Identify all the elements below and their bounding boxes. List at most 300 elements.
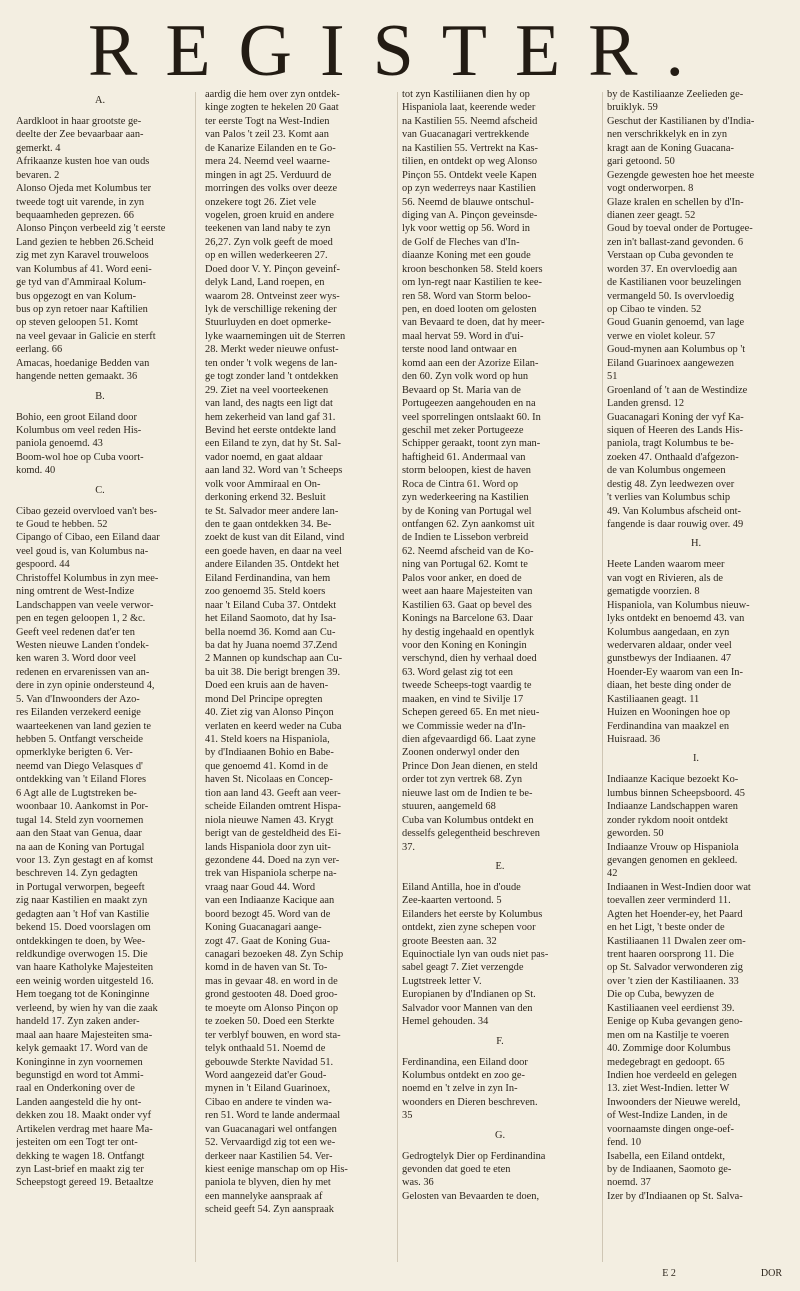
index-line: aan den Staat van Genua, daar bbox=[16, 828, 142, 840]
index-line: geworden. 50 bbox=[607, 828, 664, 840]
index-line: op Cibao te vinden. 52 bbox=[607, 304, 702, 315]
index-line: Eenige op Kuba gevangen geno- bbox=[607, 1016, 743, 1028]
index-line: 29. Ziet na veel voorteekenen bbox=[205, 384, 329, 396]
index-line: mingen in agt 25. Verduurd de bbox=[205, 169, 332, 181]
index-line: gunstbewys der Indiaanen. 47 bbox=[607, 653, 732, 665]
index-line: by de Koning van Portugal wel bbox=[402, 505, 532, 517]
index-entry-block bbox=[16, 505, 184, 1190]
index-line: Kastiliaanen veel eerdienst 39. bbox=[607, 1002, 735, 1014]
index-line: Huisraad. 36 bbox=[607, 734, 661, 746]
index-line: ten onder 't volk wegens de lan- bbox=[205, 357, 338, 369]
index-line: en het Ligt, 't beste onder de bbox=[607, 922, 725, 934]
index-line: destig 48. Zyn leedwezen over bbox=[607, 478, 735, 490]
index-line: canagari bezoeken 48. Zyn Schip bbox=[205, 949, 344, 960]
index-line: Boom-wol hoe op Cuba voort- bbox=[16, 451, 144, 463]
index-line: Cibao en andere te vinden wa- bbox=[205, 1096, 332, 1108]
index-line: Landen grensd. 12 bbox=[607, 398, 685, 410]
index-line: nen verschrikkelyk en in zyn bbox=[607, 129, 728, 141]
index-line: Amacas, hoedanige Bedden van bbox=[16, 357, 150, 369]
index-line: Palos voor anker, en doed de bbox=[402, 572, 522, 584]
index-line: Ferdinandina, een Eiland door bbox=[402, 1056, 528, 1068]
index-line: bella noemd 36. Komd aan Cu- bbox=[205, 626, 336, 638]
index-line: op St. Salvador verwonderen zig bbox=[607, 962, 743, 974]
index-line: komd in de haven van St. To- bbox=[205, 962, 328, 974]
index-line: dien afgevaardigd 66. Laat zyne bbox=[402, 734, 536, 745]
index-line: Bohio, een groot Eiland door bbox=[16, 411, 137, 423]
index-line: vogelen, groen kruid en andere bbox=[205, 209, 334, 221]
index-line: van Guacanagari vertrekkende bbox=[402, 129, 529, 141]
index-line: tion aan land 43. Geeft aan veer- bbox=[205, 787, 341, 799]
index-line: tugal 14. Steld zyn voornemen bbox=[16, 814, 144, 826]
index-line: Schepen gereed 65. En met nieu- bbox=[402, 707, 540, 719]
index-line: toevallen zeer verminderd 11. bbox=[607, 895, 731, 907]
index-line: 51 bbox=[607, 371, 618, 383]
index-line: Ferdinandina van maakzel en bbox=[607, 720, 730, 732]
index-line: Kolumbus ontdekt en zoo ge- bbox=[402, 1069, 525, 1081]
index-line: 42 bbox=[607, 868, 618, 880]
index-line: kroon beschonken 58. Steld koers bbox=[402, 263, 543, 275]
index-line: paniola genoemd. 43 bbox=[16, 438, 103, 450]
index-line: Kolumbus aangedaan, en zyn bbox=[607, 626, 730, 638]
section-letter: H. bbox=[690, 538, 702, 550]
index-line: Aardkloot in haar grootste ge- bbox=[16, 115, 142, 127]
index-line: handeld 17. Zyn zaken ander- bbox=[16, 1016, 140, 1028]
index-line: te moeyte om Alonso Pinçon op bbox=[205, 1002, 339, 1014]
index-line: een Eiland te zyn, dat hy St. Sal- bbox=[205, 438, 341, 450]
index-line: Kastilien 63. Gaat op bevel des bbox=[402, 599, 532, 611]
index-line: paniola te blyven, dien hy met bbox=[205, 1177, 331, 1189]
index-line: in Portugal verworpen, begeeft bbox=[16, 881, 145, 893]
index-line: telyk onthaald 51. Noemd de bbox=[205, 1043, 326, 1055]
index-line: Europianen by d'Indianen op St. bbox=[402, 989, 536, 1001]
index-line: Zoonen onderwyl onder den bbox=[402, 747, 520, 759]
index-line: desselfs gelegentheid beschreven bbox=[402, 828, 540, 840]
section-letter: A. bbox=[94, 95, 106, 106]
index-line: Indien hoe verdeeld en gelegen bbox=[607, 1069, 737, 1081]
index-line: Guacanagari Koning der vyf Ka- bbox=[607, 411, 744, 423]
index-line: van Guacanagari wel ontfangen bbox=[205, 1123, 337, 1135]
index-line: Kastiliaanen geagt. 11 bbox=[607, 693, 700, 705]
index-line: om lyn-regt naar Kastilien te kee- bbox=[402, 277, 542, 289]
index-line: te zoeken 50. Doed een Sterkte bbox=[205, 1016, 335, 1028]
index-line: Isabella, een Eiland ontdekt, bbox=[607, 1150, 726, 1162]
index-entry-block bbox=[16, 411, 184, 478]
index-line: verschynd, dien hy verhaal doed bbox=[402, 653, 537, 665]
index-entry-block bbox=[402, 1150, 598, 1204]
index-line: Westen nieuwe Landen t'ondek- bbox=[16, 639, 149, 651]
index-line: paniola, tragt Kolumbus te be- bbox=[607, 438, 734, 450]
index-line: maaken, en vind te Sivilje 17 bbox=[402, 693, 524, 705]
index-line: wedervaren aldaar, onder veel bbox=[607, 639, 732, 651]
index-line: op steven geloopen 51. Komt bbox=[16, 317, 139, 329]
index-line: den te gaan ontdekken 34. Be- bbox=[205, 519, 332, 530]
index-line: storm beloopen, kiest de haven bbox=[402, 465, 531, 477]
index-line: kelyk gemaakt 17. Word van de bbox=[16, 1043, 148, 1055]
index-line: Eiland Ferdinandina, van hem bbox=[205, 572, 331, 584]
index-line: Christoffel Kolumbus in zyn mee- bbox=[16, 572, 159, 584]
index-line: Doed een kruis aan de haven- bbox=[205, 680, 329, 692]
index-line: komd. 40 bbox=[16, 465, 56, 477]
index-line: Scheepstogt gereed 19. Betaaltze bbox=[16, 1177, 154, 1189]
index-line: gedagten aan 't Hof van Kastilie bbox=[16, 908, 150, 920]
index-line: Hispaniola, van Kolumbus nieuw- bbox=[607, 599, 750, 611]
index-line: eerlang. 66 bbox=[16, 344, 63, 356]
index-line: 37. bbox=[402, 841, 415, 853]
index-line: ge tyd van d'Ammiraal Kolum- bbox=[16, 277, 146, 289]
index-line: ba dat hy Juana noemd 37.Zend bbox=[205, 639, 338, 651]
index-line: maal aan haare Majesteiten sma- bbox=[16, 1029, 153, 1041]
index-line: Hispaniola laat, keerende weder bbox=[402, 102, 536, 114]
index-line: andere Eilanden 35. Ontdekt het bbox=[205, 559, 340, 571]
column-1 bbox=[16, 88, 184, 1190]
index-line: trek van Hispaniola scherpe na- bbox=[205, 868, 337, 880]
index-line: diaan, het beste ding onder de bbox=[607, 680, 732, 692]
index-line: te Goud te hebben. 52 bbox=[16, 519, 108, 531]
index-line: van een Indiaanze Kacique aan bbox=[205, 895, 335, 907]
index-line: Groenland of 't aan de Westindize bbox=[607, 384, 748, 396]
index-line: boord bezogt 45. Word van de bbox=[205, 908, 331, 920]
index-line: Geeft veel redenen dat'er ten bbox=[16, 626, 135, 638]
index-entry-block bbox=[607, 773, 785, 1203]
index-line: 56. Neemd de blauwe ontschul- bbox=[402, 196, 534, 208]
index-line: de Kanarize Eilanden en te Go- bbox=[205, 142, 336, 154]
index-line: zoekt de kust van dit Eiland, vind bbox=[205, 532, 345, 544]
index-line: Word aangezeid dat'er Goud- bbox=[205, 1069, 327, 1081]
index-line: reldkundige overwogen 15. Die bbox=[16, 949, 148, 961]
index-line: onzekere togt 26. Ziet vele bbox=[205, 196, 317, 208]
index-line: na aan de Koning van Portugal bbox=[16, 841, 145, 853]
index-line: Pinçon 55. Ontdekt veele Kapen bbox=[402, 169, 537, 181]
index-line: lumbus binnen Scheepsboord. 45 bbox=[607, 787, 745, 799]
index-entry-block bbox=[16, 115, 184, 384]
index-line: ter eerste Togt na West-Indien bbox=[205, 115, 330, 127]
index-line: derkeer naar Kastilien 54. Ver- bbox=[205, 1150, 333, 1162]
index-line: Landen aangesteld die hy ont- bbox=[16, 1096, 142, 1108]
column-rule bbox=[602, 92, 603, 1262]
index-line: 6 Agt alle de Lugtstreken be- bbox=[16, 787, 137, 799]
index-line: groote Beesten aan. 32 bbox=[402, 935, 497, 947]
index-line: Roca de Cintra 61. Word op bbox=[402, 478, 519, 490]
index-line: by de Kastiliaanze Zeelieden ge- bbox=[607, 89, 744, 100]
index-line: ontdekkingen te doen, by Wee- bbox=[16, 935, 146, 947]
index-line: stuuren, aangemeld 68 bbox=[402, 801, 496, 813]
index-line: Lugtstreek letter V. bbox=[402, 975, 482, 987]
index-line: Goud-mynen aan Kolumbus op 't bbox=[607, 344, 746, 356]
index-line: Huizen en Wooningen hoe op bbox=[607, 707, 731, 719]
index-line: van vogt en Rivieren, als de bbox=[607, 572, 723, 584]
index-line: teekenen van land naby te zyn bbox=[205, 223, 331, 235]
index-line: mond Del Principe opregten bbox=[205, 693, 323, 705]
index-line: Geschut der Kastilianen by d'India- bbox=[607, 115, 755, 127]
index-line: Artikelen verdrag met haare Ma- bbox=[16, 1123, 153, 1135]
index-line: derkoning erkend 32. Besluit bbox=[205, 492, 326, 504]
index-line: den 60. Zyn volk word op hun bbox=[402, 371, 529, 383]
index-line: verwe en violet koleur. 57 bbox=[607, 330, 716, 342]
page-title: REGISTER. bbox=[87, 10, 713, 92]
index-line: Eiland Antilla, hoe in d'oude bbox=[402, 881, 521, 893]
index-line: zen in't ballast-zand gevonden. 6 bbox=[607, 236, 744, 248]
index-line: dianen zeer geagt. 52 bbox=[607, 209, 696, 221]
index-line: zig met zyn Karavel trouweloos bbox=[16, 250, 149, 262]
index-line: op en willen wederkeeren 27. bbox=[205, 250, 328, 262]
index-line: vador noemd, en gaat aldaar bbox=[205, 451, 323, 463]
index-line: gari getoond. 50 bbox=[607, 156, 675, 168]
index-line: bruiklyk. 59 bbox=[607, 102, 658, 114]
index-line: scheide Eilanden omtrent Hispa- bbox=[205, 801, 341, 813]
index-line: Hemel gehouden. 34 bbox=[402, 1016, 489, 1028]
index-line: fend. 10 bbox=[607, 1137, 642, 1149]
index-line: 62. Neemd afscheid van de Ko- bbox=[402, 545, 534, 557]
index-line: zoo genoemd 35. Steld koers bbox=[205, 586, 326, 598]
index-line: naar 't Eiland Cuba 37. Ontdekt bbox=[205, 599, 337, 611]
index-line: vraag naar Goud 44. Word bbox=[205, 881, 316, 893]
index-line: gebouwde Sterkte Navidad 51. bbox=[205, 1056, 334, 1068]
index-line: veel goud is, van Kolumbus na- bbox=[16, 545, 149, 557]
index-line: hebben 5. Ontfangt verscheide bbox=[16, 734, 143, 746]
index-line: raal en Onderkoning over de bbox=[16, 1083, 135, 1095]
index-line: by d'Indiaanen Bohio en Babe- bbox=[205, 747, 334, 759]
index-line: van land, des nagts een ligt dat bbox=[205, 398, 333, 410]
index-line: sabel geagt 7. Ziet verzengde bbox=[402, 962, 524, 974]
index-line: Schipper geraakt, toont zyn man- bbox=[402, 438, 541, 450]
index-line: een mannelyke aanspraak af bbox=[205, 1190, 323, 1202]
index-line: voor 13. Zyn gestagt en af komst bbox=[16, 854, 154, 866]
index-line: 49. Van Kolumbus afscheid ont- bbox=[607, 505, 742, 517]
index-line: ontfangen 62. Zyn aankomst uit bbox=[402, 519, 535, 530]
index-line: kinge zogten te hekelen 20 Gaat bbox=[205, 102, 339, 114]
index-line: Hoender-Ey waarom van een In- bbox=[607, 666, 743, 678]
index-line: bekend 15. Doed voorslagen om bbox=[16, 922, 151, 934]
index-line: Gezengde gewesten hoe het meeste bbox=[607, 169, 755, 181]
index-line: Land gezien te hebben 26.Scheid bbox=[16, 236, 154, 248]
index-line: neemd van Diego Velasques d' bbox=[16, 760, 143, 772]
index-line: haven St. Nicolaas en Concep- bbox=[205, 774, 333, 786]
index-line: dekken zou 18. Maakt onder vyf bbox=[16, 1110, 152, 1122]
index-line: 5. Van d'Inwoonders der Azo- bbox=[16, 693, 140, 705]
index-line: 41. Steld koers na Hispaniola, bbox=[205, 734, 330, 745]
column-4 bbox=[607, 88, 785, 1203]
index-line: noemd. 37 bbox=[607, 1177, 651, 1189]
index-line: de Kastilianen voor beuzelingen bbox=[607, 277, 742, 289]
index-line: voor den Koning en Koningin bbox=[402, 639, 527, 651]
index-line: noemd en 't zelve in zyn In- bbox=[402, 1083, 518, 1095]
index-line: tweede Scheeps-togt vaardig te bbox=[402, 680, 532, 692]
index-entry-block bbox=[402, 1056, 598, 1123]
index-line: redenen en ervarenissen van an- bbox=[16, 666, 150, 678]
index-line: waarom 28. Ontveinst zeer wys- bbox=[205, 290, 340, 302]
index-line: bus op zyn retoer naar Kaftilien bbox=[16, 304, 148, 316]
index-line: scheid geeft 54. Zyn aanspraak bbox=[205, 1204, 334, 1216]
index-line: medegebragt en gedoopt. 65 bbox=[607, 1056, 725, 1068]
index-line: delyk Land, Land roepen, en bbox=[205, 277, 325, 289]
index-line: niola nieuwe Namen 43. Krygt bbox=[205, 814, 334, 826]
index-line: res Eilanden verzekerd eenige bbox=[16, 707, 141, 719]
index-line: Koninginne in zyn voornemen bbox=[16, 1056, 143, 1068]
index-line: diaanze Koning met een goude bbox=[402, 250, 531, 262]
index-line: weet aan haare Majesteiten van bbox=[402, 586, 533, 598]
index-line: zyn Last-brief en maakt zig ter bbox=[16, 1164, 144, 1176]
index-line: mera 24. Neemd veel waarne- bbox=[205, 156, 330, 168]
index-line: Bevaard op St. Maria van de bbox=[402, 384, 521, 396]
index-line: ontdekking van 't Eiland Flores bbox=[16, 774, 147, 786]
index-line: ontdekt, zien zyne schepen voor bbox=[402, 922, 536, 934]
index-line: was. 36 bbox=[402, 1177, 434, 1189]
index-line: deelte der Zee bevaarbaar aan- bbox=[16, 129, 144, 141]
column-2 bbox=[205, 88, 391, 1217]
index-line: ren 51. Word te lande andermaal bbox=[205, 1110, 341, 1122]
index-line: ba uit 38. Die berigt brengen 39. bbox=[205, 666, 341, 678]
index-entry-block bbox=[402, 881, 598, 1029]
index-line: komd aan een der Azorize Eilan- bbox=[402, 357, 539, 369]
index-line: gezondene 44. Doed na zyn ver- bbox=[205, 854, 340, 866]
index-line: grond gestooten 48. Doed groo- bbox=[205, 989, 338, 1001]
index-line: gematigde voorzien. 8 bbox=[607, 586, 700, 598]
index-line: lyk voor wettig op 56. Word in bbox=[402, 223, 530, 235]
index-line: 52. Vervaardigd zig tot een we- bbox=[205, 1137, 336, 1149]
page-signature bbox=[662, 1268, 782, 1279]
index-line: Gedrogtelyk Dier op Ferdinandina bbox=[402, 1150, 546, 1162]
index-line: zogt 47. Gaat de Koning Gua- bbox=[205, 935, 331, 947]
index-line: lyke waarnemingen uit de Sterren bbox=[205, 330, 346, 342]
index-line: woonbaar 10. Aankomst in Por- bbox=[16, 801, 149, 813]
index-line: Bevind het eerste ontdekte land bbox=[205, 424, 336, 436]
catchword: DOR bbox=[760, 1268, 782, 1279]
index-line: verleend, by wien hy van die zaak bbox=[16, 1002, 158, 1014]
index-line: nieuwe last om de Indien te be- bbox=[402, 787, 533, 799]
index-line: berigt van de gesteldheid des Ei- bbox=[205, 828, 341, 840]
index-line: opmerklyke berigten 6. Ver- bbox=[16, 747, 133, 759]
index-line: Eilanders het eerste by Kolumbus bbox=[402, 908, 543, 920]
index-line: vogt onderworpen. 8 bbox=[607, 183, 694, 195]
index-line: beschreven 14. Zyn gedagten bbox=[16, 868, 138, 880]
index-line: van Palos 't zeil 23. Komt aan bbox=[205, 129, 329, 141]
index-line: dekking te wagen 18. Ontfangt bbox=[16, 1150, 145, 1162]
index-line: zig naar Kastilien en maakt zyn bbox=[16, 895, 148, 907]
index-line: Equinoctiale lyn van ouds niet pas- bbox=[402, 949, 549, 961]
index-line: ren 58. Word van Storm beloo- bbox=[402, 290, 531, 302]
index-line: fangende is daar rouwig over. 49 bbox=[607, 519, 744, 530]
index-line: trent haaren oorsprong 11. Die bbox=[607, 949, 734, 961]
index-line: van Kolumbus af 41. Word eeni- bbox=[16, 263, 152, 275]
column-rule bbox=[195, 92, 196, 1262]
index-line: 2 Mannen op kundschap aan Cu- bbox=[205, 653, 343, 665]
index-line: mas in gevaar 48. en word in de bbox=[205, 975, 338, 987]
index-line: ning van Portugal 62. Komt te bbox=[402, 559, 528, 571]
index-line: morringen des volks over deeze bbox=[205, 183, 338, 195]
index-line: maal hervat 59. Word in d'ui- bbox=[402, 330, 524, 342]
index-line: hangende netten gemaakt. 36 bbox=[16, 371, 138, 383]
index-line: siquen of Heeren des Lands His- bbox=[607, 424, 743, 436]
index-line: Konings na Barcelone 63. Daar bbox=[402, 613, 533, 625]
index-line: 28. Merkt weder nieuwe onfust- bbox=[205, 344, 339, 356]
index-line: na Kastilien 55. Vertrekt na Kas- bbox=[402, 142, 539, 154]
index-entry-block bbox=[607, 88, 785, 531]
index-line: Glaze kralen en schellen by d'In- bbox=[607, 196, 744, 208]
index-line: lyk de verschillige rekening der bbox=[205, 304, 337, 315]
index-line: Eiland Guarinoex aangewezen bbox=[607, 357, 734, 369]
section-letter: C. bbox=[95, 484, 105, 496]
index-line: 40. Ziet zig van Alonso Pinçon bbox=[205, 707, 334, 719]
index-line: 13. ziet West-Indien. letter W bbox=[607, 1083, 730, 1095]
index-line: de van Kolumbus ongemeen bbox=[607, 465, 726, 477]
index-line: Salvador voor Mannen van den bbox=[402, 1002, 533, 1014]
index-line: bus opgezogt en van Kolum- bbox=[16, 290, 137, 302]
index-line: 35 bbox=[402, 1110, 413, 1122]
index-line: jesteiten om een Togt ter ont- bbox=[16, 1137, 138, 1149]
index-line: Portugeezen aangehouden en na bbox=[402, 398, 536, 410]
index-line: tweede togt uit varende, in zyn bbox=[16, 196, 145, 208]
index-line: diging van A. Pinçon geveinsde- bbox=[402, 209, 538, 221]
index-line: Doed door V. Y. Pinçon geveinf- bbox=[205, 263, 340, 275]
index-line: ning omtrent de West-Indize bbox=[16, 586, 135, 598]
index-line: 't verlies van Kolumbus schip bbox=[607, 492, 731, 504]
index-line: een goede haven, en daar na veel bbox=[205, 545, 343, 557]
index-line: 63. Word gelast zig tot een bbox=[402, 666, 513, 678]
section-letter: B. bbox=[95, 390, 105, 402]
index-line: Heete Landen waarom meer bbox=[607, 559, 725, 571]
index-line: dere in zyn opinie ondersteund 4, bbox=[16, 680, 155, 692]
index-line: over 't zien der Kastiliaanen. 33 bbox=[607, 975, 739, 987]
index-line: geschil met zeker Portugeeze bbox=[402, 424, 524, 436]
index-line: tilien, en ontdekt op weg Alonso bbox=[402, 156, 538, 168]
index-line: terste nood land ontwaar en bbox=[402, 344, 517, 356]
index-line: bequaamheden geprezen. 66 bbox=[16, 209, 134, 221]
index-line: de Golf de Fleches van d'In- bbox=[402, 236, 520, 248]
index-line: Indiaanze Vrouw op Hispaniola bbox=[607, 841, 739, 853]
index-line: woonders en Dieren beschreven. bbox=[402, 1096, 538, 1108]
index-line: vermangeld 50. Is overvloedig bbox=[607, 290, 734, 302]
index-line: het Eiland Saomoto, dat hy Isa- bbox=[205, 613, 337, 625]
index-line: Inwoonders der Nieuwe wereld, bbox=[607, 1096, 741, 1108]
index-line: Alonso Ojeda met Kolumbus ter bbox=[16, 183, 152, 195]
index-line: lands Hispaniola door zyn uit- bbox=[205, 841, 331, 853]
index-line: Zee-kaarten vertoond. 5 bbox=[402, 895, 502, 907]
index-line: Alonso Pinçon verbeeld zig 't eerste bbox=[16, 223, 166, 235]
index-line: Kolumbus om veel reden His- bbox=[16, 424, 142, 436]
index-line: pen, en doed looten om gelosten bbox=[402, 304, 537, 315]
index-line: Prince Don Jean dienen, en steld bbox=[402, 760, 538, 772]
index-line: Gelosten van Bevaarden te doen, bbox=[402, 1190, 540, 1202]
index-line: Goud Guanin genoemd, van lage bbox=[607, 317, 745, 329]
index-line: ter verblyf bouwen, en word sta- bbox=[205, 1029, 341, 1041]
column-3 bbox=[402, 88, 598, 1203]
index-line: Hem toegang tot de Koninginne bbox=[16, 989, 150, 1001]
index-line: zonder rykdom nooit ontdekt bbox=[607, 814, 728, 826]
index-line: op zyn wederreys naar Kastilien bbox=[402, 183, 536, 195]
index-line: gemerkt. 4 bbox=[16, 142, 61, 154]
index-line: verlaten en keerd weder na Cuba bbox=[205, 720, 342, 732]
index-line: Die op Cuba, bewyzen de bbox=[607, 989, 715, 1001]
index-line: haftigheid 61. Andermaal van bbox=[402, 451, 526, 463]
index-line: kiest eenige manschap om op His- bbox=[205, 1164, 348, 1175]
index-line: mynen in 't Eiland Guarinoex, bbox=[205, 1083, 331, 1095]
index-line: ge togt zonder land 't ontdekken bbox=[205, 371, 339, 383]
index-line: que genoemd 41. Komd in de bbox=[205, 760, 328, 772]
signature-mark: E 2 bbox=[662, 1268, 676, 1279]
index-line: Cuba van Kolumbus ontdekt en bbox=[402, 814, 534, 826]
index-line: een weinig worden uitgesteld 16. bbox=[16, 975, 154, 987]
section-letter: E. bbox=[495, 860, 505, 872]
index-line: te St. Salvador meer andere lan- bbox=[205, 505, 339, 517]
index-line: men om na Kastilje te voeren bbox=[607, 1029, 730, 1041]
index-line: we Commissie weder na d'In- bbox=[402, 720, 526, 732]
index-line: ken waren 3. Word door veel bbox=[16, 653, 137, 665]
index-line: zoeken 47. Onthaald d'afgezon- bbox=[607, 451, 739, 463]
index-line: waarteekenen van land gezien te bbox=[16, 720, 152, 732]
index-line: bevaren. 2 bbox=[16, 169, 60, 181]
index-line: aan land 32. Word van 't Scheeps bbox=[205, 465, 343, 477]
index-line: pen en tegen geloopen 1, 2 &c. bbox=[16, 613, 146, 625]
